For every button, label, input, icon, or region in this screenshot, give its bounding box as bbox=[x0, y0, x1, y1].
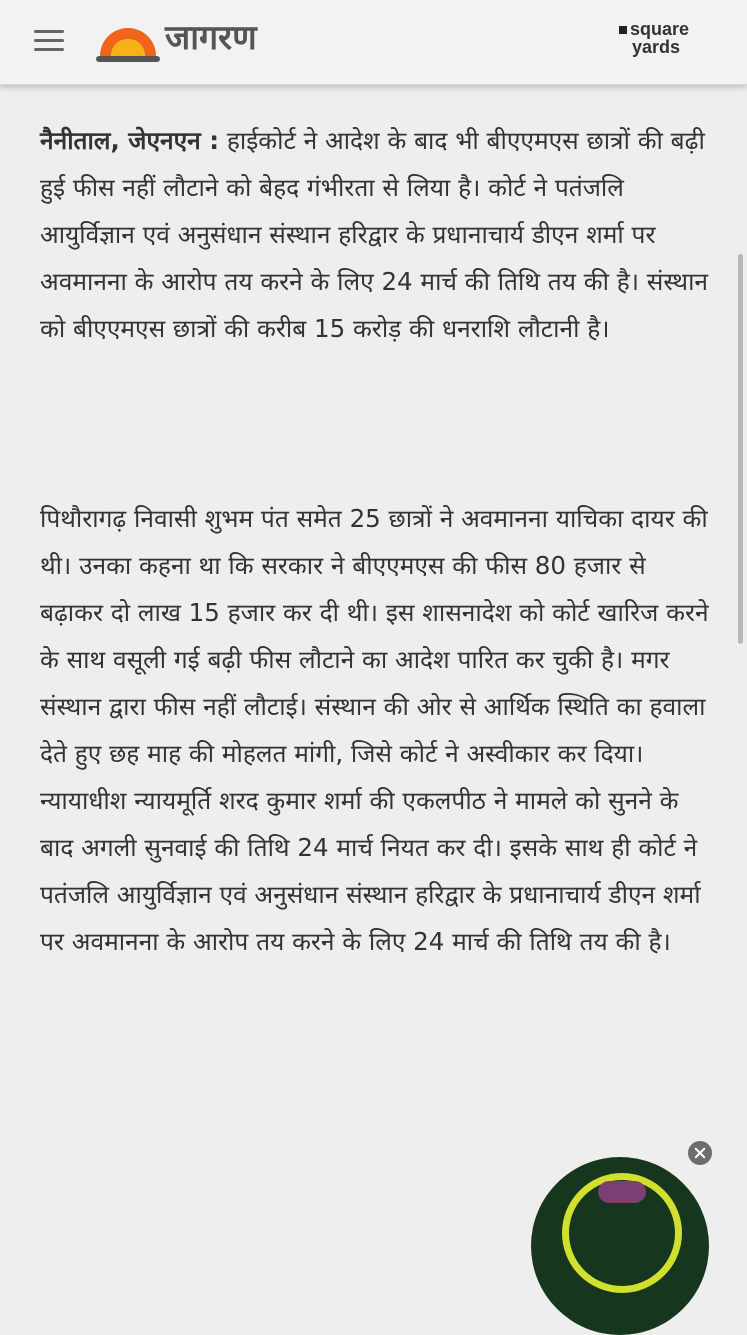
jagran-logo-icon[interactable] bbox=[96, 22, 160, 62]
site-header bbox=[0, 0, 747, 85]
sponsor-square-icon bbox=[619, 26, 627, 34]
article-body bbox=[40, 117, 710, 965]
scrollbar-thumb[interactable] bbox=[738, 254, 743, 644]
floating-ad-widget[interactable] bbox=[531, 1157, 709, 1335]
close-icon[interactable] bbox=[688, 1141, 712, 1165]
article-dateline: नैनीताल, जेएनएन : bbox=[40, 126, 220, 155]
sponsor-top-text: square bbox=[630, 19, 690, 39]
article-paragraph-1-text: हाईकोर्ट ने आदेश के बाद भी बीएएमएस छात्रों की बढ़ी हुई फीस नहीं लौटाने को बेहद गंभीरता से लिया है। कोर्ट ने पतंजलि आयुर्विज्ञान एवं अनुसंधान संस्थान हरिद्वार के प्रधानाचार्य डीएन शर्मा पर अवमानना के आरोप तय करने के लिए 24 मार्च की तिथि तय की है। संस्थान को बीएएमएस छात्रों की करीब 15 करोड़ की धनराशि लौटानी है। bbox=[40, 126, 709, 343]
sponsor-bottom-text: yards bbox=[632, 37, 681, 57]
hamburger-menu-icon[interactable] bbox=[34, 30, 64, 52]
jagran-logo-text[interactable]: जागरण bbox=[165, 18, 257, 58]
square-yards-sponsor-logo[interactable] bbox=[609, 18, 695, 62]
article-paragraph-1 bbox=[40, 117, 710, 495]
article-paragraph-2: पिथौरागढ़ निवासी शुभम पंत समेत 25 छात्रों ने अवमानना याचिका दायर की थी। उनका कहना था कि सरकार ने बीएएमएस की फीस 80 हजार से बढ़ाकर दो लाख 15 हजार कर दी थी। इस शासनादेश को कोर्ट खारिज करने के साथ वसूली गई बढ़ी फीस लौटाने का आदेश पारित कर चुकी है। मगर संस्थान द्वारा फीस नहीं लौटाई। संस्थान की ओर से आर्थिक स्थिति का हवाला देते हुए छह माह की मोहलत मांगी, जिसे कोर्ट ने अस्वीकार कर दिया। न्यायाधीश न्यायमूर्ति शरद कुमार शर्मा की एकलपीठ ने मामले को सुनने के बाद अगली सुनवाई की तिथि 24 मार्च नियत कर दी। इसके साथ ही कोर्ट ने पतंजलि आयुर्विज्ञान एवं अनुसंधान संस्थान हरिद्वार के प्रधानाचार्य डीएन शर्मा पर अवमानना के आरोप तय करने के लिए 24 मार्च की तिथि तय की है। bbox=[40, 504, 709, 956]
